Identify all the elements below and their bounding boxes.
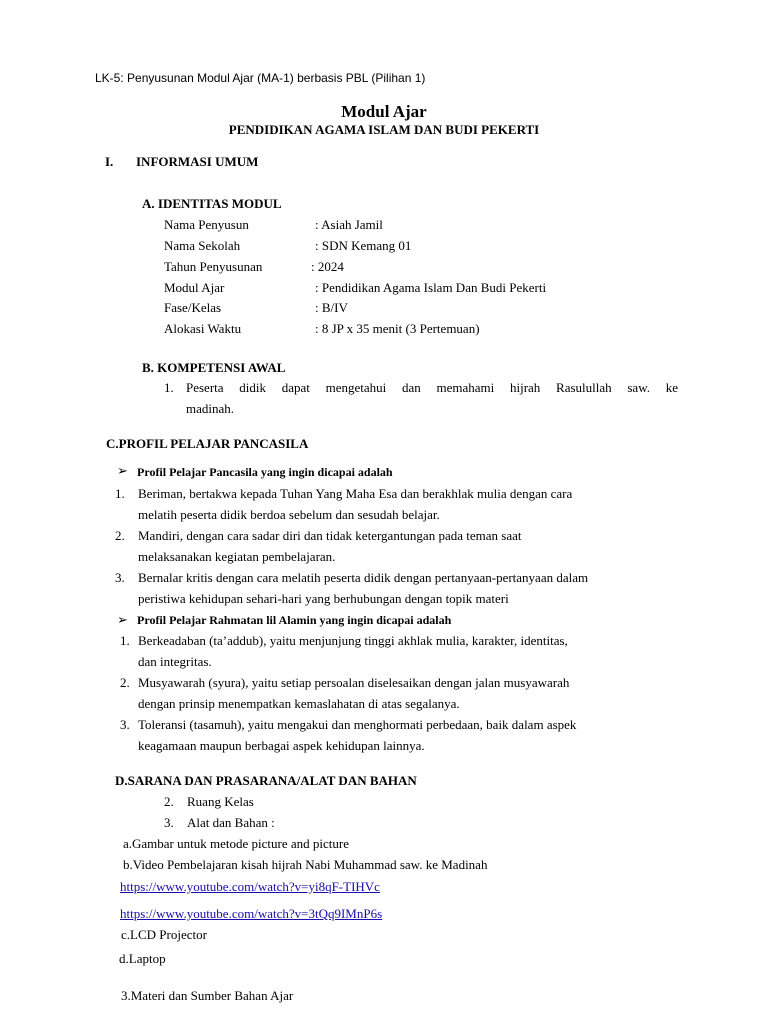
sarana-heading: D.SARANA DAN PRASARANA/ALAT DAN BAHAN	[115, 773, 417, 788]
youtube-link-2[interactable]: https://www.youtube.com/watch?v=3tQq9IMnP6s	[120, 906, 383, 921]
list-item-cont: keagamaan maupun berbagai aspek kehidupan lainnya.	[138, 738, 425, 753]
list-item-cont: melaksanakan kegiatan pembelajaran.	[138, 549, 336, 564]
youtube-link-1[interactable]: https://www.youtube.com/watch?v=yi8qF-TIHVc	[120, 879, 380, 894]
materi-heading: 3.Materi dan Sumber Bahan Ajar	[121, 988, 294, 1003]
identitas-heading: A. IDENTITAS MODUL	[142, 196, 282, 211]
list-number: 3.	[164, 815, 174, 830]
kompetensi-text: Peserta didik dapat mengetahui dan memahami hijrah Rasulullah saw. ke	[186, 380, 678, 395]
identitas-value: : 2024	[311, 259, 344, 274]
list-item: Alat dan Bahan :	[187, 815, 275, 830]
section-heading: INFORMASI UMUM	[136, 154, 259, 169]
list-item-cont: peristiwa kehidupan sehari-hari yang berhubungan dengan topik materi	[138, 591, 509, 606]
alat-item-d: d.Laptop	[119, 951, 166, 966]
list-number: 3.	[115, 570, 125, 585]
doc-title: Modul Ajar	[341, 102, 427, 121]
list-number: 1.	[115, 486, 125, 501]
list-number: 2.	[115, 528, 125, 543]
list-item-cont: dan integritas.	[138, 654, 212, 669]
doc-subtitle: PENDIDIKAN AGAMA ISLAM DAN BUDI PEKERTI	[228, 122, 540, 137]
profil-heading: C.PROFIL PELAJAR PANCASILA	[106, 436, 309, 451]
arrow-bullet-icon: ➢	[117, 463, 128, 478]
kompetensi-heading: B. KOMPETENSI AWAL	[142, 360, 286, 375]
arrow-bullet-icon: ➢	[117, 612, 128, 627]
list-item: Ruang Kelas	[187, 794, 254, 809]
identitas-value: : 8 JP x 35 menit (3 Pertemuan)	[315, 321, 480, 336]
list-item: Beriman, bertakwa kepada Tuhan Yang Maha Esa dan berakhlak mulia dengan cara	[138, 486, 573, 501]
identitas-value: : Pendidikan Agama Islam Dan Budi Pekerti	[315, 280, 547, 295]
identitas-label: Tahun Penyusunan	[164, 259, 263, 274]
alat-item-b: b.Video Pembelajaran kisah hijrah Nabi Muhammad saw. ke Madinah	[123, 857, 488, 872]
list-number: 1.	[120, 633, 130, 648]
identitas-label: Fase/Kelas	[164, 300, 222, 315]
section-number: I.	[105, 154, 114, 169]
identitas-label: Modul Ajar	[164, 280, 225, 295]
lk-header: LK-5: Penyusunan Modul Ajar (MA-1) berbasis PBL (Pilihan 1)	[95, 71, 426, 85]
list-number: 3.	[120, 717, 130, 732]
alat-item-a: a.Gambar untuk metode picture and picture	[123, 836, 349, 851]
identitas-label: Alokasi Waktu	[164, 321, 242, 336]
profil-subheading: Profil Pelajar Pancasila yang ingin dicapai adalah	[137, 465, 393, 479]
list-number: 2.	[120, 675, 130, 690]
list-number: 2.	[164, 794, 174, 809]
identitas-label: Nama Penyusun	[164, 217, 249, 232]
alat-item-c: c.LCD Projector	[121, 927, 207, 942]
identitas-value: : B/IV	[315, 300, 348, 315]
list-item: Musyawarah (syura), yaitu setiap persoalan diselesaikan dengan jalan musyawarah	[138, 675, 570, 690]
identitas-value: : Asiah Jamil	[315, 217, 383, 232]
list-item: Berkeadaban (ta’addub), yaitu menjunjung tinggi akhlak mulia, karakter, identitas,	[138, 633, 568, 648]
list-item: Bernalar kritis dengan cara melatih peserta didik dengan pertanyaan-pertanyaan dalam	[138, 570, 589, 585]
kompetensi-text-cont: madinah.	[186, 401, 235, 416]
profil-subheading: Profil Pelajar Rahmatan lil Alamin yang ingin dicapai adalah	[137, 613, 452, 627]
list-item-cont: melatih peserta didik berdoa sebelum dan sesudah belajar.	[138, 507, 440, 522]
list-item: Toleransi (tasamuh), yaitu mengakui dan menghormati perbedaan, baik dalam aspek	[138, 717, 577, 732]
identitas-label: Nama Sekolah	[164, 238, 241, 253]
identitas-value: : SDN Kemang 01	[315, 238, 412, 253]
list-item-cont: dengan prinsip menempatkan kemaslahatan di atas segalanya.	[138, 696, 460, 711]
list-item: Mandiri, dengan cara sadar diri dan tidak ketergantungan pada teman saat	[138, 528, 522, 543]
kompetensi-number: 1.	[164, 380, 174, 395]
